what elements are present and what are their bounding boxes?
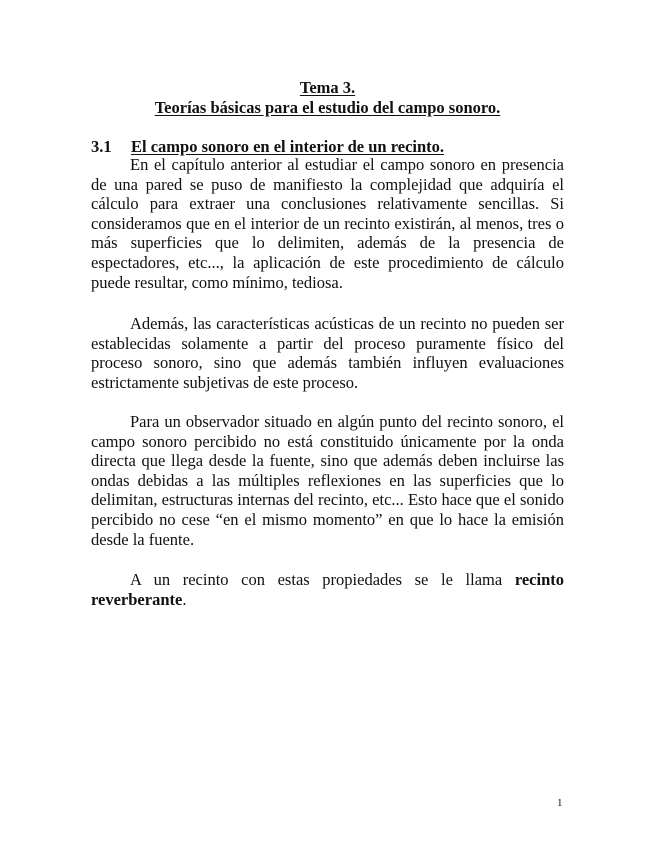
bold-term-recinto-reverberante: recinto reverberante	[91, 570, 564, 609]
paragraph-3: Para un observador situado en algún punto del recinto sonoro, el campo sonoro percibido no está constituido únicamente por la onda directa que llega desde la fuente, sino que además deben incluirse las ondas debidas a las múltiples reflexiones en las superficies que lo delimitan, estructuras internas del recinto, etc... Esto hace que el sonido percibido no cese “en el mismo momento” en que lo hace la emisión desde la fuente.	[91, 412, 564, 549]
chapter-title: Tema 3.	[299, 78, 356, 97]
paragraph-4-text: A un recinto con estas propiedades se le llama	[130, 570, 515, 589]
section-number: 3.1	[91, 137, 112, 156]
paragraph-2: Además, las características acústicas de un recinto no pueden ser establecidas solamente a partir del proceso puramente físico del proceso sonoro, sino que además también influyen evaluaciones estrictamente subjetivas de este proceso.	[91, 314, 564, 392]
page-number: 1	[557, 797, 563, 809]
section-heading	[91, 137, 444, 157]
paragraph-1: En el capítulo anterior al estudiar el campo sonoro en presencia de una pared se puso de manifiesto la complejidad que adquiría el cálculo para extraer una conclusiones relativamente sencillas. Si consideramos que en el interior de un recinto existirán, al menos, tres o más superficies que lo delimiten, además de la presencia de espectadores, etc..., la aplicación de este procedimiento de cálculo puede resultar, como mínimo, tediosa.	[91, 155, 564, 292]
section-title: El campo sonoro en el interior de un recinto.	[131, 137, 445, 156]
chapter-subtitle: Teorías básicas para el estudio del campo sonoro.	[154, 98, 501, 117]
paragraph-4	[91, 570, 564, 609]
document-title	[0, 78, 655, 118]
paragraph-4-end: .	[182, 589, 187, 609]
